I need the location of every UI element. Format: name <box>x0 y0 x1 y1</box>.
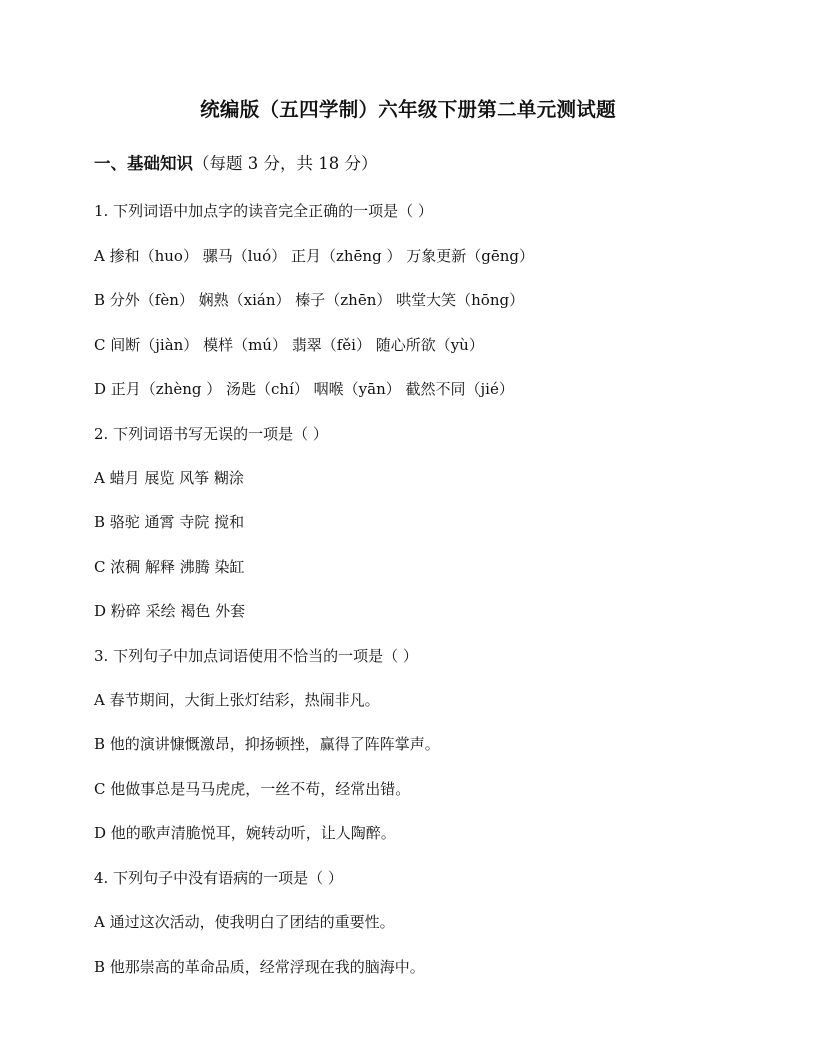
question-2-option-d: D 粉碎 采绘 褐色 外套 <box>94 602 246 620</box>
section-heading <box>94 150 377 174</box>
question-2-option-b: B 骆驼 通霄 寺院 搅和 <box>94 513 245 531</box>
question-1-stem: 1. 下列词语中加点字的读音完全正确的一项是（ ） <box>94 202 433 220</box>
question-3-stem: 3. 下列句子中加点词语使用不恰当的一项是（ ） <box>94 647 418 665</box>
question-4-option-b: B 他那崇高的革命品质，经常浮现在我的脑海中。 <box>94 958 425 976</box>
question-3-option-c: C 他做事总是马马虎虎，一丝不苟，经常出错。 <box>94 780 411 798</box>
question-4-stem: 4. 下列句子中没有语病的一项是（ ） <box>94 869 343 887</box>
document-title: 统编版（五四学制）六年级下册第二单元测试题 <box>200 98 616 121</box>
section-heading-label: 一、基础知识 <box>94 154 193 173</box>
question-2-stem: 2. 下列词语书写无误的一项是（ ） <box>94 425 328 443</box>
question-2-option-a: A 蜡月 展览 风筝 糊涂 <box>94 469 244 487</box>
question-1-option-c: C 间断（jiàn） 模样（mú） 翡翠（fěi） 随心所欲（yù） <box>94 336 484 354</box>
question-4-option-a: A 通过这次活动，使我明白了团结的重要性。 <box>94 913 395 931</box>
question-1-option-b: B 分外（fèn） 娴熟（xián） 榛子（zhēn） 哄堂大笑（hōng） <box>94 291 525 309</box>
section-score-note: （每题 3 分，共 18 分） <box>193 154 378 173</box>
question-2-option-c: C 浓稠 解释 沸腾 染缸 <box>94 558 245 576</box>
question-3-option-a: A 春节期间，大街上张灯结彩，热闹非凡。 <box>94 691 380 709</box>
question-3-option-d: D 他的歌声清脆悦耳，婉转动听，让人陶醉。 <box>94 824 396 842</box>
question-1-option-a: A 掺和（huo） 骡马（luó） 正月（zhēng ） 万象更新（gēng） <box>94 247 534 265</box>
question-1-option-d: D 正月（zhèng ） 汤匙（chí） 咽喉（yān） 截然不同（jié） <box>94 380 514 398</box>
question-3-option-b: B 他的演讲慷慨激昂，抑扬顿挫，赢得了阵阵掌声。 <box>94 735 440 753</box>
